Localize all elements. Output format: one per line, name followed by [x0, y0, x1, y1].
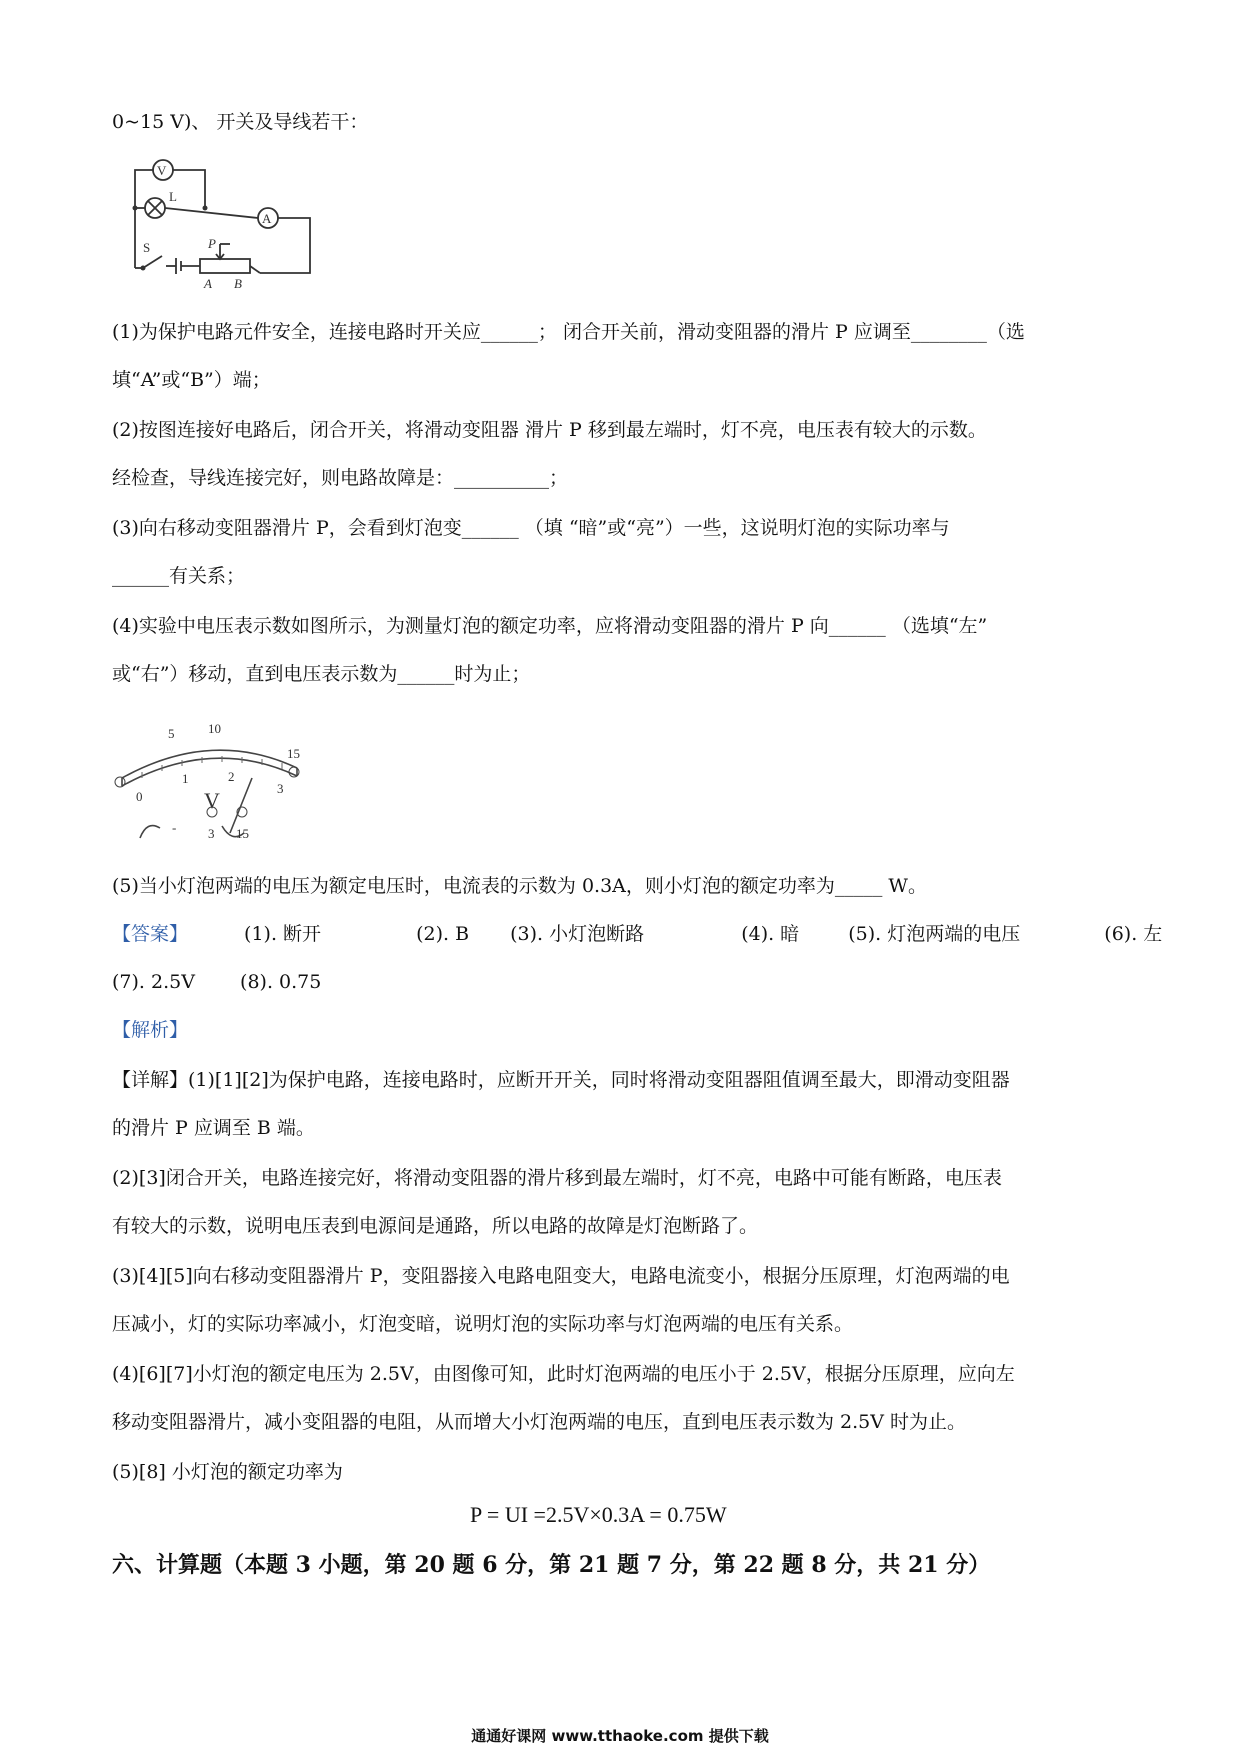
answer-item-7: (7). 2.5V — [112, 971, 195, 993]
page-footer: 通通好课网 www.tthaoke.com 提供下载 — [471, 1727, 769, 1745]
question-3-line-1: (3)向右移动变阻器滑片 P，会看到灯泡变______ （填 “暗”或“亮”）一些，这说明灯泡的实际功率与 — [112, 517, 950, 539]
detail-4-line-2: 移动变阻器滑片，减小变阻器的电阻，从而增大小灯泡两端的电压，直到电压表示数为 2.5V 时为止。 — [112, 1411, 967, 1433]
detail-4-line-1: (4)[6][7]小灯泡的额定电压为 2.5V，由图像可知，此时灯泡两端的电压小于 2.5V，根据分压原理，应向左 — [112, 1363, 1015, 1385]
end-b-label: B — [234, 276, 242, 291]
intro-line: 0~15 V)、 开关及导线若干： — [112, 111, 369, 133]
dial-v-label: V — [204, 788, 220, 813]
slider-label: P — [208, 236, 216, 251]
answer-item-8: (8). 0.75 — [240, 971, 322, 993]
dial-top-15: 15 — [287, 746, 300, 761]
answer-item-3: (3). 小灯泡断路 — [510, 923, 645, 945]
question-3-line-2: ______有关系； — [112, 565, 246, 587]
answer-row-2 — [112, 970, 321, 994]
question-1-line-2: 填“A”或“B”）端； — [112, 369, 271, 391]
switch-label: S — [143, 240, 151, 255]
dial-top-10: 10 — [208, 721, 221, 736]
dial-bottom-3: 3 — [277, 781, 284, 796]
answer-item-5: (5). 灯泡两端的电压 — [848, 923, 1021, 945]
question-4-line-1: (4)实验中电压表示数如图所示，为测量灯泡的额定功率，应将滑动变阻器的滑片 P 向______ （选填“左” — [112, 615, 988, 637]
answer-item-2: (2). B — [416, 923, 470, 945]
question-4-line-2: 或“右”）移动，直到电压表示数为______时为止； — [112, 663, 531, 685]
question-5-line: (5)当小灯泡两端的电压为额定电压时，电流表的示数为 0.3A，则小灯泡的额定功率为_____ W。 — [112, 875, 927, 897]
voltmeter-dial — [112, 708, 317, 853]
question-2-line-1: (2)按图连接好电路后，闭合开关，将滑动变阻器 滑片 P 移到最左端时，灯不亮，电压表有较大的示数。 — [112, 419, 987, 441]
answer-label: 【答案】 — [112, 923, 189, 945]
question-2-line-2: 经检查，导线连接完好，则电路故障是：__________； — [112, 467, 569, 489]
circuit-diagram — [120, 148, 330, 293]
dial-bottom-0: 0 — [136, 789, 143, 804]
detail-1-line-2: 的滑片 P 应调至 B 端。 — [112, 1117, 315, 1139]
ammeter-label: A — [262, 211, 272, 226]
dial-bottom-2: 2 — [228, 769, 235, 784]
detail-5-line: (5)[8] 小灯泡的额定功率为 — [112, 1461, 343, 1483]
question-1-line-1: (1)为保护电路元件安全，连接电路时开关应______； 闭合开关前，滑动变阻器的滑片 P 应调至________（选 — [112, 321, 1025, 343]
section-heading: 六、计算题（本题 3 小题，第 20 题 6 分，第 21 题 7 分，第 22 题 8 分，共 21 分） — [112, 1552, 991, 1578]
terminal-15: 15 — [236, 826, 249, 841]
detail-2-line-2: 有较大的示数，说明电压表到电源间是通路，所以电路的故障是灯泡断路了。 — [112, 1215, 759, 1237]
end-a-label: A — [204, 276, 212, 291]
answer-item-1: (1). 断开 — [244, 923, 322, 945]
answer-item-6: (6). 左 — [1104, 923, 1163, 945]
detail-3-line-1: (3)[4][5]向右移动变阻器滑片 P，变阻器接入电路电阻变大，电路电流变小，根据分压原理，灯泡两端的电 — [112, 1265, 1010, 1287]
terminal-3: 3 — [208, 826, 215, 841]
terminal-neg: - — [172, 820, 177, 835]
analysis-label: 【解析】 — [112, 1019, 189, 1041]
dial-bottom-1: 1 — [182, 771, 189, 786]
answer-row-1 — [112, 922, 1162, 946]
lamp-label: L — [169, 189, 177, 204]
detail-3-line-2: 压减小，灯的实际功率减小，灯泡变暗，说明灯泡的实际功率与灯泡两端的电压有关系。 — [112, 1313, 854, 1335]
voltmeter-label: V — [157, 163, 167, 178]
detail-2-line-1: (2)[3]闭合开关，电路连接完好，将滑动变阻器的滑片移到最左端时，灯不亮，电路中可能有断路，电压表 — [112, 1167, 1002, 1189]
dial-top-5: 5 — [168, 726, 175, 741]
power-formula: P = UI =2.5V×0.3A = 0.75W — [470, 1502, 727, 1527]
answer-item-4: (4). 暗 — [741, 923, 800, 945]
detail-1-line-1: 【详解】(1)[1][2]为保护电路，连接电路时，应断开开关，同时将滑动变阻器阻值调至最大，即滑动变阻器 — [112, 1069, 1010, 1091]
